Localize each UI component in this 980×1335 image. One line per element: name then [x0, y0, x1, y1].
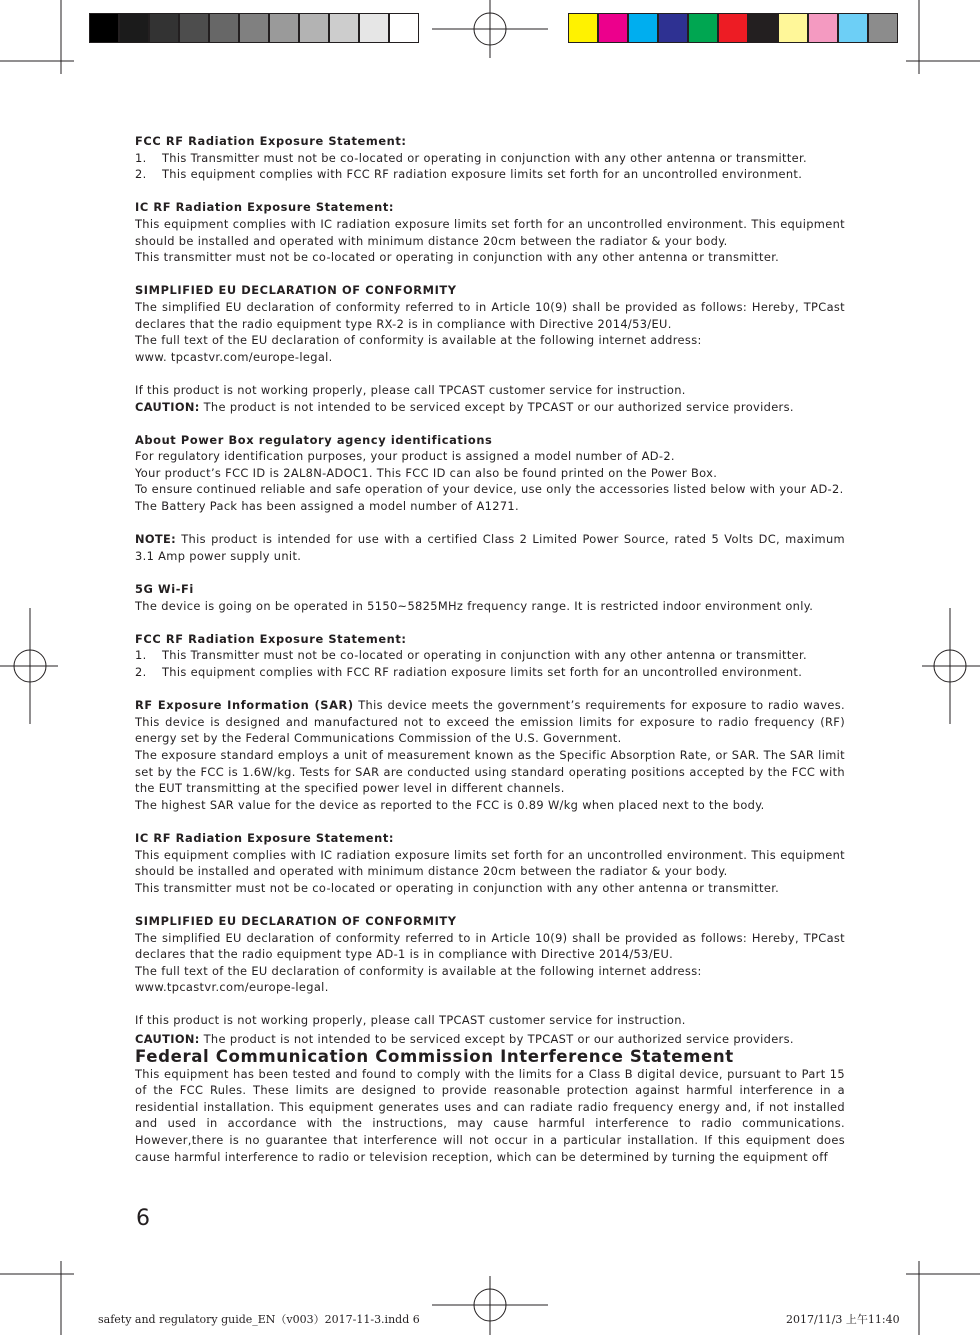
paragraph: The device is going on be operated in 5150~5825MHz frequency range. It is restricted indoor environment only.: [135, 598, 814, 613]
caution-paragraph: CAUTION: The product is not intended to be serviced except by TPCAST or our authorized service providers.: [135, 1032, 794, 1047]
paragraph: The full text of the EU declaration of conformity is available at the following internet address:: [135, 963, 702, 978]
paragraph: The full text of the EU declaration of conformity is available at the following internet address:: [135, 333, 702, 348]
paragraph: The Battery Pack has been assigned a model number of A1271.: [135, 499, 519, 514]
color-swatch: [838, 13, 868, 43]
paragraph: If this product is not working properly, please call TPCAST customer service for instruction.: [135, 1013, 686, 1028]
color-swatch: [329, 13, 359, 43]
url-text: www.tpcastvr.com/europe-legal.: [135, 980, 329, 995]
section-heading: SIMPLIFIED EU DECLARATION OF CONFORMITY: [135, 913, 457, 928]
file-slug: safety and regulatory guide_EN（v003）2017-11-3.indd 6: [98, 1313, 420, 1326]
section-heading: SIMPLIFIED EU DECLARATION OF CONFORMITY: [135, 283, 457, 298]
color-swatch: [718, 13, 748, 43]
url-text: www. tpcastvr.com/europe-legal.: [135, 349, 333, 364]
paragraph: The simplified EU declaration of conformity referred to in Article 10(9) shall be provided as follows: Hereby, TPCast declares that the radio equipment type AD-1 is in compliance with Directive 2014/53/EU.: [135, 930, 845, 962]
paragraph: For regulatory identification purposes, your product is assigned a model number of AD-2.: [135, 449, 675, 464]
color-swatch: [628, 13, 658, 43]
color-swatch: [389, 13, 419, 43]
section-heading: FCC RF Radiation Exposure Statement:: [135, 134, 407, 148]
color-swatch: [658, 13, 688, 43]
color-swatch: [598, 13, 628, 43]
caution-label: CAUTION:: [135, 1032, 200, 1047]
numbered-item: 1. This Transmitter must not be co-located or operating in conjunction with any other antenna or transmitter.: [135, 648, 807, 663]
paragraph: This equipment complies with IC radiation exposure limits set forth for an uncontrolled environment. This equipment should be installed and operated with minimum distance 20cm between the radiator & your body.: [135, 847, 845, 879]
numbered-item: 1. This Transmitter must not be co-located or operating in conjunction with any other antenna or transmitter.: [135, 150, 807, 165]
sar-label: RF Exposure Information (SAR): [135, 698, 354, 713]
paragraph: The exposure standard employs a unit of measurement known as the Specific Absorption Rate, or SAR. The SAR limit set by the FCC is 1.6W/kg. Tests for SAR are conducted using standard operating positions accepted by the FCC with the EUT transmitting at the specified power level in different channels.: [135, 747, 845, 796]
section-heading: About Power Box regulatory agency identifications: [135, 432, 493, 447]
color-swatch: [748, 13, 778, 43]
note-paragraph: NOTE: This product is intended for use with a certified Class 2 Limited Power Source, rated 5 Volts DC, maximum 3.1 Amp power supply unit.: [135, 532, 845, 563]
sar-paragraph: RF Exposure Information (SAR) This device meets the government’s requirements for exposure to radio waves. This device is designed and manufactured not to exceed the emission limits for exposure to radio frequency (RF) energy set by the Federal Communications Commission of the U.S. Government.: [135, 698, 845, 746]
paragraph: This transmitter must not be co-located or operating in conjunction with any other antenna or transmitter.: [135, 880, 780, 895]
section-heading: IC RF Radiation Exposure Statement:: [135, 200, 395, 215]
color-swatch: [778, 13, 808, 43]
section-heading: IC RF Radiation Exposure Statement:: [135, 830, 395, 845]
date-slug: 2017/11/3 上午11:40: [786, 1313, 900, 1326]
color-swatch: [239, 13, 269, 43]
caution-paragraph: CAUTION: The product is not intended to be serviced except by TPCAST or our authorized service providers.: [135, 399, 794, 414]
color-swatch: [868, 13, 898, 43]
grayscale-color-bar: [89, 13, 419, 43]
note-label: NOTE:: [135, 532, 177, 547]
color-swatch: [359, 13, 389, 43]
paragraph: Your product’s FCC ID is 2AL8N-ADOC1. This FCC ID can also be found printed on the Power Box.: [135, 465, 718, 480]
paragraph: The simplified EU declaration of conformity referred to in Article 10(9) shall be provided as follows: Hereby, TPCast declares that the radio equipment type RX-2 is in compliance with Directive 2014/53/EU.: [135, 299, 845, 331]
color-swatch: [568, 13, 598, 43]
section-heading: Federal Communication Commission Interference Statement: [135, 1046, 734, 1066]
section-heading: FCC RF Radiation Exposure Statement:: [135, 631, 407, 646]
paragraph: This equipment complies with IC radiation exposure limits set forth for an uncontrolled environment. This equipment should be installed and operated with minimum distance 20cm between the radiator & your body.: [135, 216, 845, 248]
color-swatch: [688, 13, 718, 43]
paragraph: If this product is not working properly, please call TPCAST customer service for instruction.: [135, 382, 686, 397]
caution-label: CAUTION:: [135, 399, 200, 414]
paragraph: The highest SAR value for the device as reported to the FCC is 0.89 W/kg when placed next to the body.: [135, 797, 765, 812]
numbered-item: 2. This equipment complies with FCC RF radiation exposure limits set forth for an uncontrolled environment.: [135, 665, 803, 679]
color-swatch: [149, 13, 179, 43]
paragraph: This equipment has been tested and found to comply with the limits for a Class B digital device, pursuant to Part 15 of the FCC Rules. These limits are designed to provide reasonable protection against harmful interference in a residential installation. This equipment generates uses and can radiate radio frequency energy and, if not installed and used in accordance with the instructions, may cause harmful interference to radio communications. However,there is no guarantee that interference will not occur in a particular installation. If this equipment does cause harmful interference to radio or television reception, which can be determined by turning the equipment off: [135, 1066, 845, 1164]
color-swatch: [179, 13, 209, 43]
color-swatch: [119, 13, 149, 43]
numbered-item: 2. This equipment complies with FCC RF radiation exposure limits set forth for an uncontrolled environment.: [135, 167, 803, 182]
paragraph: To ensure continued reliable and safe operation of your device, use only the accessories listed below with your AD-2.: [135, 482, 844, 497]
regulatory-text: [135, 133, 845, 1165]
process-color-bar: [568, 13, 898, 43]
page-number: 6: [136, 1206, 150, 1231]
section-heading: 5G Wi-Fi: [135, 582, 194, 597]
color-swatch: [808, 13, 838, 43]
color-swatch: [89, 13, 119, 43]
color-swatch: [209, 13, 239, 43]
color-swatch: [269, 13, 299, 43]
paragraph: This transmitter must not be co-located or operating in conjunction with any other antenna or transmitter.: [135, 250, 780, 265]
color-swatch: [299, 13, 329, 43]
